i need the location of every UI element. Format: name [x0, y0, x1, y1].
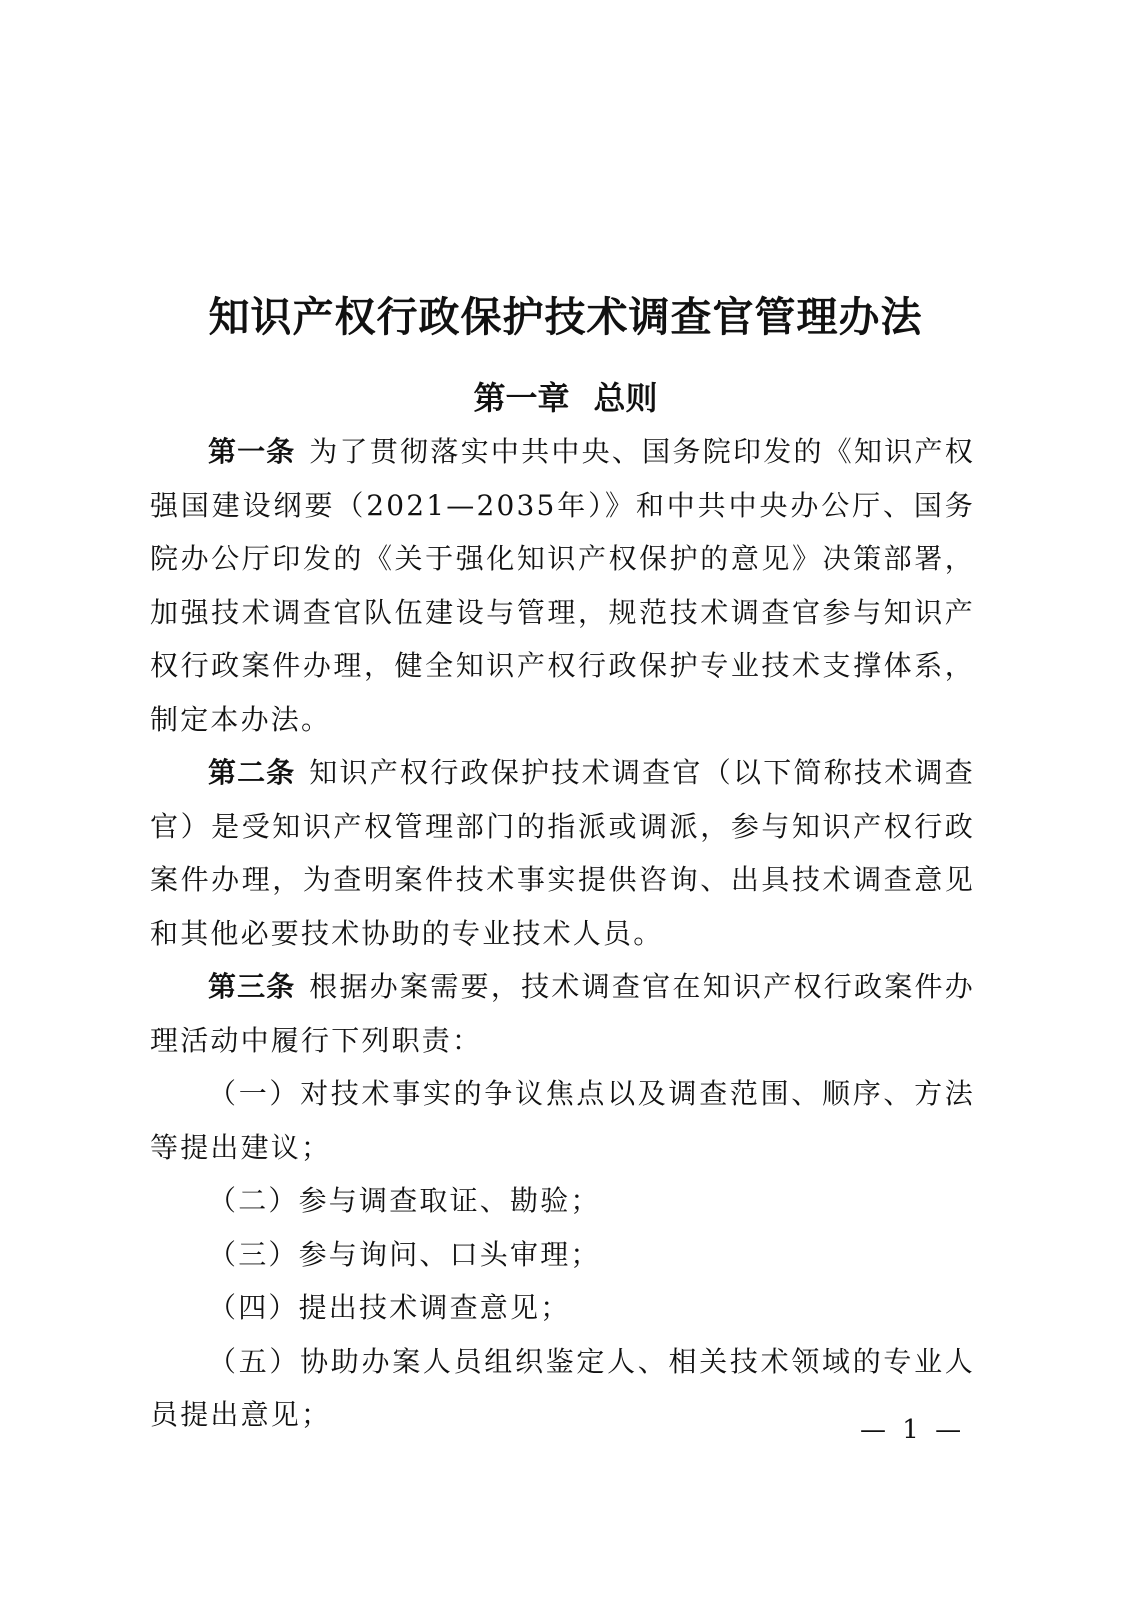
article-2 [150, 746, 975, 960]
list-item-2: （二）参与调查取证、勘验； [208, 1184, 601, 1217]
article-1-text: 为了贯彻落实中共中央、国务院印发的《知识产权强国建设纲要（2021—2035年）》和中共中央办公厅、国务院办公厅印发的《关于强化知识产权保护的意见》决策部署，加强技术调查官队伍建设与管理，规范技术调查官参与知识产权行政案件办理，健全知识产权行政保护专业技术支撑体系，制定本办法。 [150, 435, 975, 736]
chapter-name: 总则 [593, 379, 658, 417]
document-body [150, 425, 975, 1442]
article-3-text: 根据办案需要，技术调查官在知识产权行政案件办理活动中履行下列职责： [150, 970, 975, 1057]
chapter-number: 第一章 [473, 379, 570, 417]
article-3 [150, 960, 975, 1067]
chapter-heading [0, 372, 1131, 424]
article-1-label: 第一条 [208, 435, 296, 468]
article-2-label: 第二条 [208, 756, 296, 789]
list-item-5: （五）协助办案人员组织鉴定人、相关技术领域的专业人员提出意见； [150, 1344, 975, 1431]
article-3-label: 第三条 [208, 970, 296, 1003]
document-title: 知识产权行政保护技术调查官管理办法 [208, 293, 923, 342]
article-1 [150, 425, 975, 746]
list-item-4: （四）提出技术调查意见； [208, 1291, 571, 1324]
list-item-3: （三）参与询问、口头审理； [208, 1237, 601, 1271]
article-2-text: 知识产权行政保护技术调查官（以下简称技术调查官）是受知识产权管理部门的指派或调派，参与知识产权行政案件办理，为查明案件技术事实提供咨询、出具技术调查意见和其他必要技术协助的专业技术人员。 [150, 756, 975, 950]
list-item-1: （一）对技术事实的争议焦点以及调查范围、顺序、方法等提出建议； [150, 1077, 975, 1164]
page-number: — 1 — [860, 1415, 966, 1445]
